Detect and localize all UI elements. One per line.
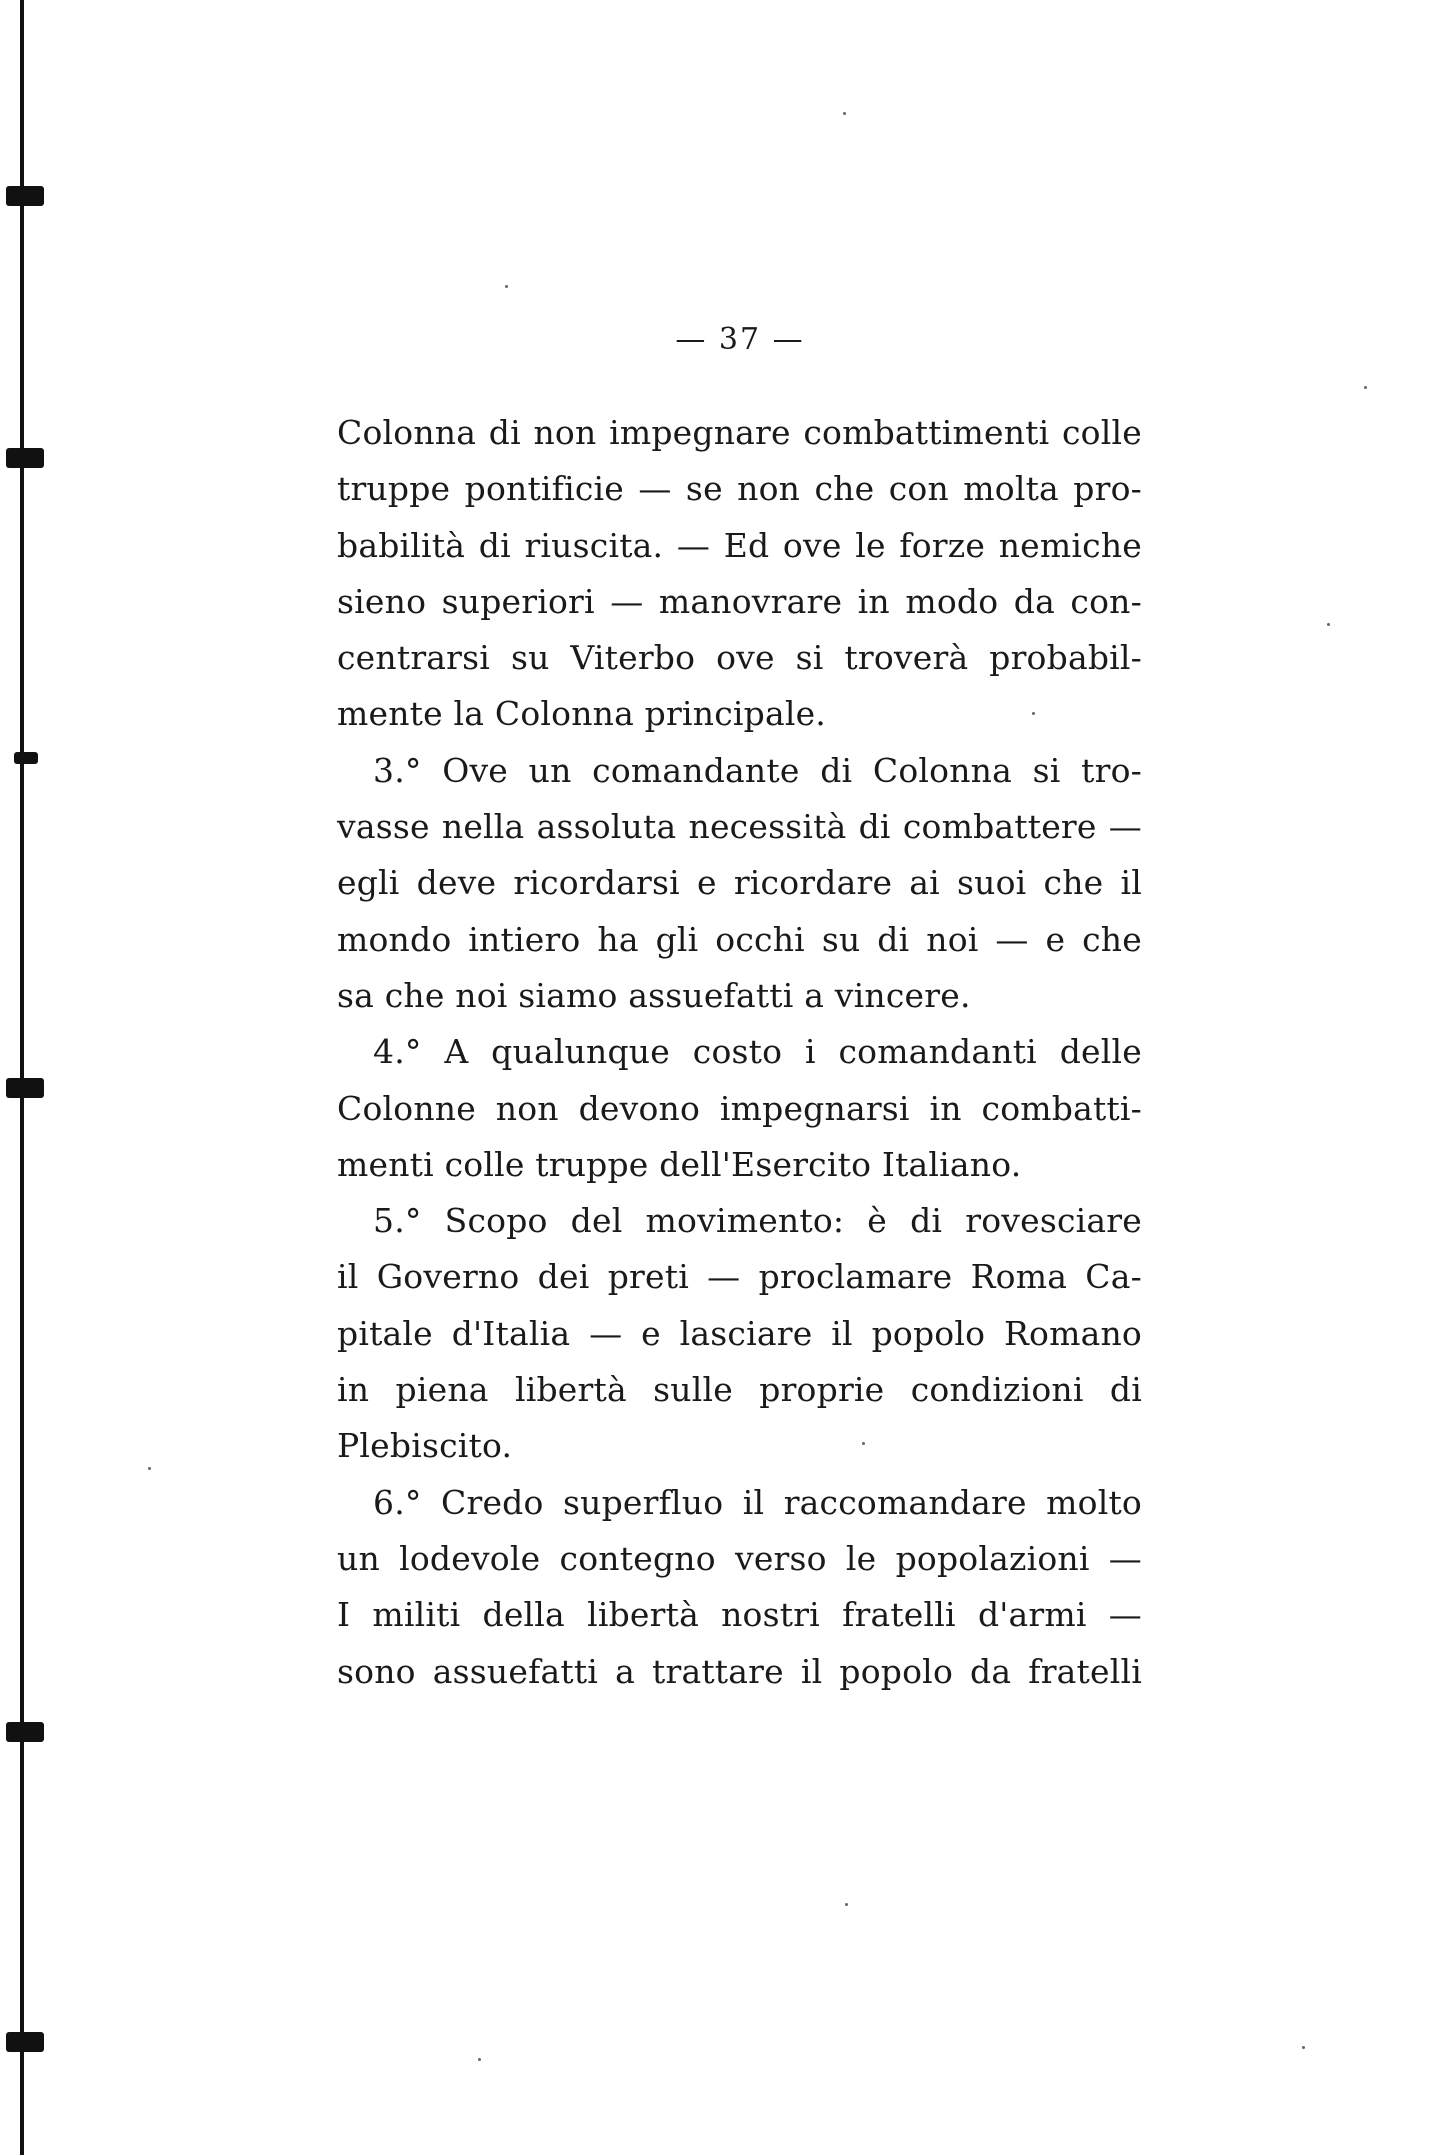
paragraph-start-3: 3.° Ove un comandante di Colonna si tro- [373, 750, 1142, 790]
binding-mark [6, 448, 44, 468]
binding-mark [6, 2032, 44, 2052]
paragraph-start-5: 5.° Scopo del movimento: è di rovesciare [373, 1201, 1142, 1241]
binding-mark [6, 1078, 44, 1098]
text-line: I militi della libertà nostri fratelli d'armi — [337, 1595, 1142, 1635]
body-text [337, 405, 1142, 1700]
text-line: vasse nella assoluta necessità di combattere — [337, 807, 1142, 847]
paragraph-start-4: 4.° A qualunque costo i comandanti delle [373, 1032, 1142, 1072]
paragraph-start-6: 6.° Credo superfluo il raccomandare molto [373, 1482, 1142, 1522]
text-line: sieno superiori — manovrare in modo da con- [337, 581, 1142, 621]
text-line: sa che noi siamo assuefatti a vincere. [337, 975, 971, 1015]
binding-mark [6, 1722, 44, 1742]
paper-speck [148, 1467, 151, 1470]
text-line: il Governo dei preti — proclamare Roma Ca- [337, 1257, 1142, 1297]
paper-speck [843, 112, 846, 115]
paper-speck [1364, 386, 1367, 389]
text-line: mondo intiero ha gli occhi su di noi — e che [337, 919, 1142, 959]
paper-speck [845, 1903, 848, 1906]
text-line: un lodevole contegno verso le popolazioni — [337, 1538, 1142, 1578]
text-line: egli deve ricordarsi e ricordare ai suoi che il [337, 863, 1142, 903]
text-line: menti colle truppe dell'Esercito Italiano. [337, 1144, 1022, 1184]
paper-speck [1302, 2046, 1305, 2049]
text-line: Plebiscito. [337, 1426, 513, 1466]
binding-mark [6, 186, 44, 206]
text-line: pitale d'Italia — e lasciare il popolo Romano [337, 1313, 1142, 1353]
paper-speck [1327, 623, 1330, 626]
text-line: mente la Colonna principale. [337, 694, 826, 734]
paper-speck [505, 285, 508, 288]
text-line: centrarsi su Viterbo ove si troverà probabil- [337, 638, 1142, 678]
text-line: Colonne non devono impegnarsi in combatti- [337, 1088, 1142, 1128]
binding-mark [14, 752, 38, 764]
text-line: in piena libertà sulle proprie condizioni di [337, 1370, 1142, 1410]
text-line: Colonna di non impegnare combattimenti colle [337, 413, 1142, 452]
page-number: — 37 — [675, 322, 805, 357]
paper-speck [478, 2058, 481, 2061]
text-line: truppe pontificie — se non che con molta pro- [337, 469, 1142, 509]
text-line: babilità di riuscita. — Ed ove le forze nemiche [337, 525, 1142, 565]
text-line: sono assuefatti a trattare il popolo da fratelli [337, 1651, 1142, 1691]
